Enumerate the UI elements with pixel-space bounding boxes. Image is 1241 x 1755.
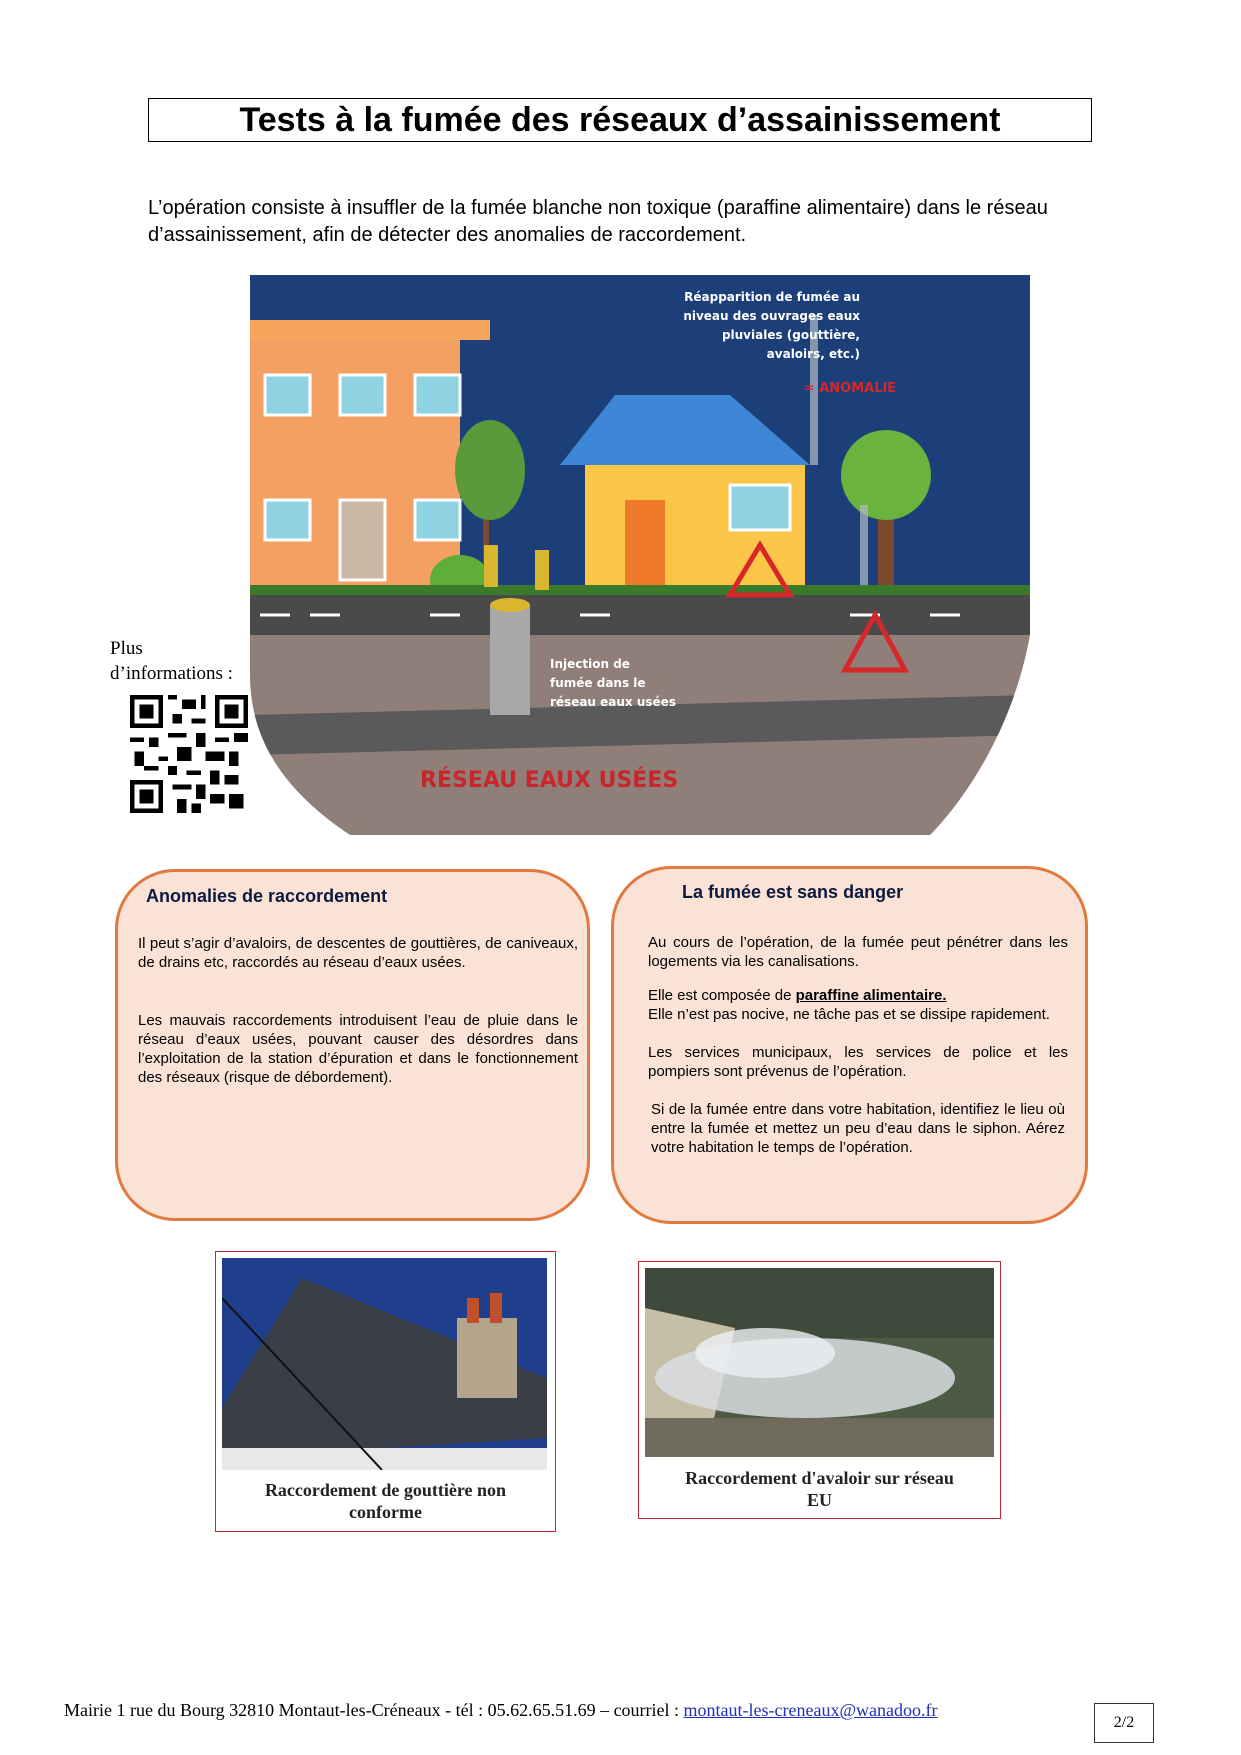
footer-email-link[interactable]: montaut-les-creneaux@wanadoo.fr bbox=[683, 1700, 938, 1720]
anomalies-para-1: Il peut s’agir d’avaloirs, de descentes de gouttières, de caniveaux, de drains etc, raccordés au réseau d’eaux usées. bbox=[138, 935, 578, 971]
page-number: 2/2 bbox=[1094, 1703, 1154, 1743]
gutter-caption-line-2: conforme bbox=[349, 1502, 422, 1522]
more-info-label bbox=[110, 636, 233, 686]
anomalies-para-2: Les mauvais raccordements introduisent l’eau de pluie dans le réseau d’eaux usées, pouvant causer des désordres dans l’exploitation de la station d’épuration et dans le fonctionnement des réseaux (risque de débordement). bbox=[138, 1012, 578, 1086]
anomalie-label: = ANOMALIE bbox=[803, 381, 897, 396]
callout-line-1: Réapparition de fumée au bbox=[684, 290, 860, 304]
footer-address: Mairie 1 rue du Bourg 32810 Montaut-les-Créneaux - tél : 05.62.65.51.69 – courriel : bbox=[64, 1700, 684, 1720]
smoke-safe-para-2 bbox=[648, 986, 1068, 1005]
drain-photo-frame bbox=[638, 1261, 1001, 1519]
smoke-test-illustration bbox=[250, 275, 1030, 835]
smoke-safe-box bbox=[611, 866, 1088, 1224]
injection-line-2: fumée dans le bbox=[550, 676, 646, 690]
callout-line-3: pluviales (gouttière, bbox=[721, 328, 860, 342]
smoke-safe-title: La fumée est sans danger bbox=[682, 882, 904, 902]
smoke-safe-para-5: Si de la fumée entre dans votre habitation, identifiez le lieu où entre la fumée et mettez un peu d’eau dans le siphon. Aérez votre habitation le temps de l’opération. bbox=[651, 1101, 1065, 1156]
smoke-safe-para-4: Les services municipaux, les services de police et les pompiers sont prévenus de l’opération. bbox=[648, 1044, 1068, 1080]
road bbox=[250, 595, 1030, 635]
gutter-caption-line-1: Raccordement de gouttière non bbox=[264, 1480, 507, 1500]
composition-text: Elle est composée de bbox=[648, 987, 796, 1004]
more-info-line-1: Plus bbox=[110, 638, 143, 659]
tree bbox=[841, 430, 931, 520]
smoke-safe-para-1: Au cours de l’opération, de la fumée peut pénétrer dans les logements via les canalisations. bbox=[648, 934, 1068, 970]
anomalies-title: Anomalies de raccordement bbox=[146, 886, 388, 906]
drain-caption-line-2: EU bbox=[806, 1490, 832, 1510]
drain-smoke-photo bbox=[645, 1268, 994, 1457]
gutter-roof-photo bbox=[222, 1258, 547, 1470]
callout-line-4: avaloirs, etc.) bbox=[766, 347, 860, 361]
intro-paragraph: L’opération consiste à insuffler de la fumée blanche non toxique (paraffine alimentaire) dans le réseau d’assainissement, afin de détecter des anomalies de raccordement. bbox=[148, 197, 1048, 246]
callout-line-2: niveau des ouvrages eaux bbox=[683, 309, 860, 323]
qr-code-icon[interactable] bbox=[130, 695, 248, 813]
page-title: Tests à la fumée des réseaux d’assainissement bbox=[239, 100, 1001, 139]
anomalies-box bbox=[115, 869, 590, 1221]
network-label: RÉSEAU EAUX USÉES bbox=[420, 768, 679, 793]
title-box bbox=[148, 98, 1092, 142]
injection-line-3: réseau eaux usées bbox=[550, 695, 676, 709]
paraffin-emphasis: paraffine alimentaire. bbox=[795, 987, 947, 1004]
gutter-photo-frame bbox=[215, 1251, 556, 1532]
drain-caption-line-1: Raccordement d'avaloir sur réseau bbox=[685, 1468, 954, 1488]
smoke-safe-para-3: Elle n’est pas nocive, ne tâche pas et se dissipe rapidement. bbox=[648, 1006, 1050, 1023]
injection-line-1: Injection de bbox=[550, 657, 630, 671]
more-info-line-2: d’informations : bbox=[110, 663, 233, 684]
footer bbox=[64, 1700, 938, 1721]
